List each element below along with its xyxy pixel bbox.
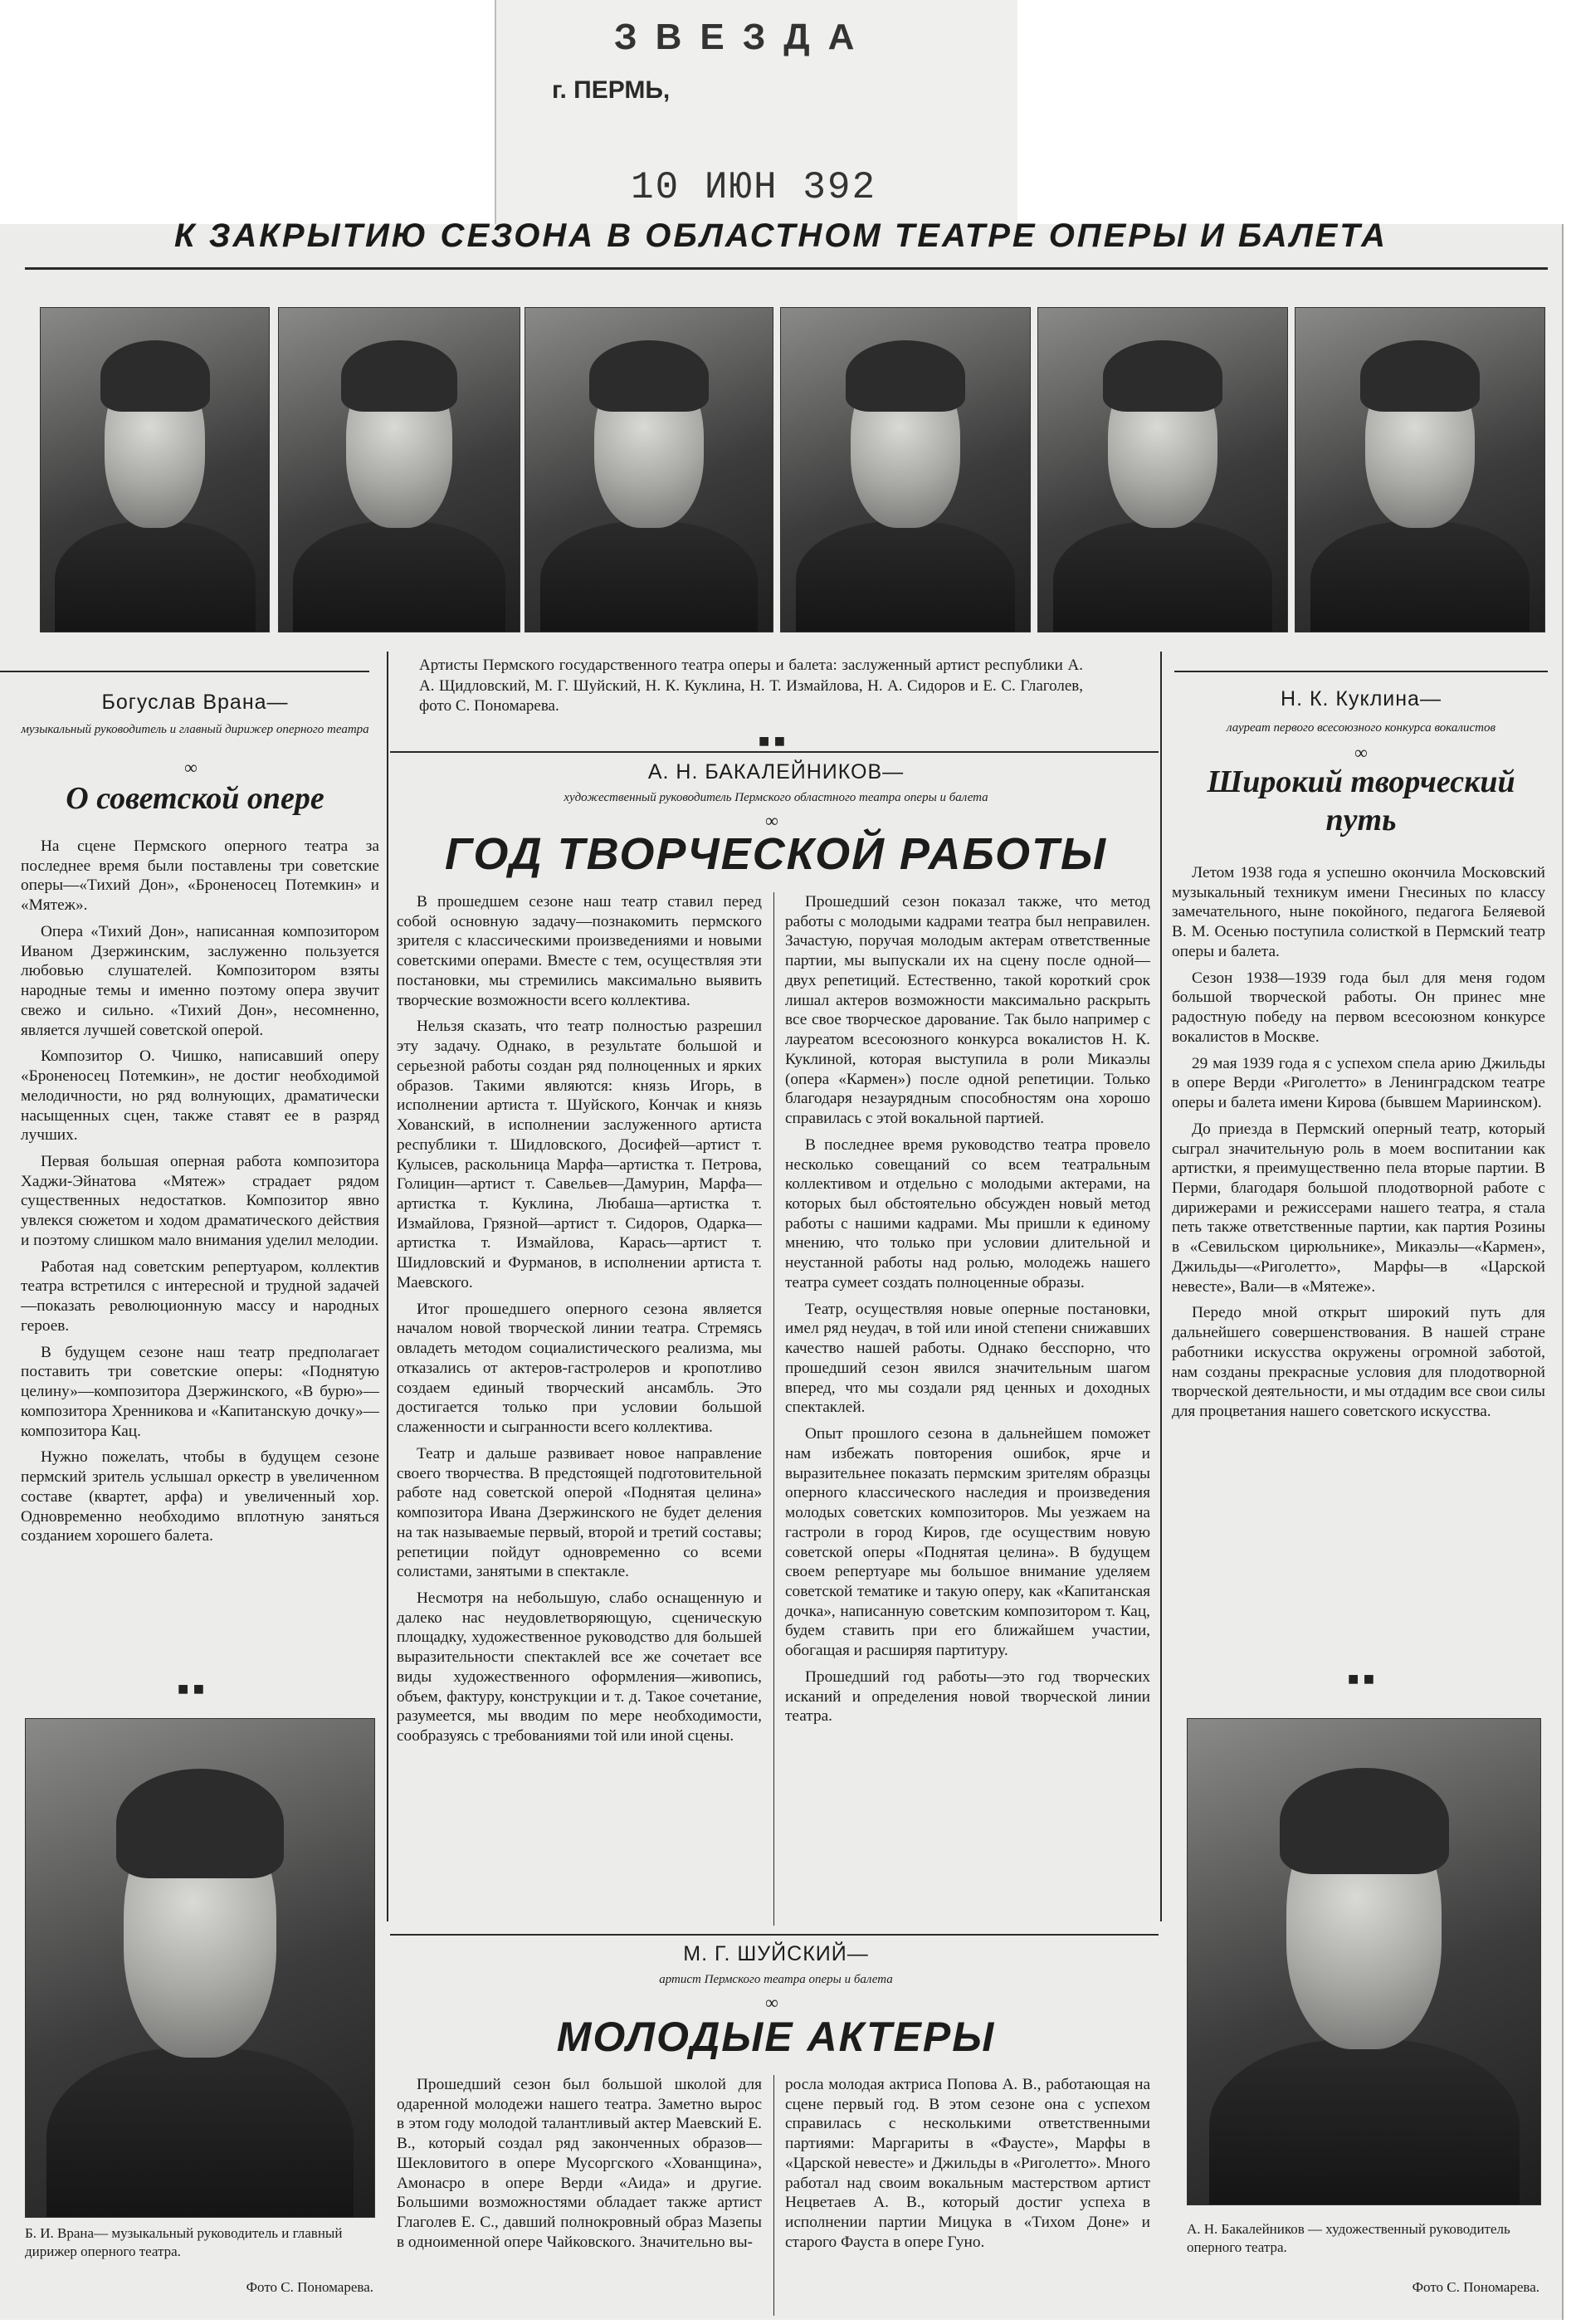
paragraph: В будущем сезоне наш театр предполагает поставить три советские оперы: «Поднятую целину»—композитора Дзержинского, «В бурю»—композитора Хренникова и «Капитанскую дочку»—композитора Кац.	[21, 1343, 379, 1440]
left-article-author: Богуслав Врана—	[101, 691, 289, 714]
divider-ornament: ■ ■	[758, 730, 786, 751]
paragraph: В последнее время руководство театра провело несколько совещаний со всем театральным коллективом и отдельно с молодыми актерами, на которых был обстоятельно обсужден новый метод работы с нашими кадрами. Мы пришли к единому мнению, что только при условии длительной и неустанной работы над ролью, молодежь нашего театра сумеет создать полноценные образы.	[785, 1135, 1150, 1291]
paragraph: Прошедший сезон показал также, что метод работы с молодыми кадрами театра был неправилен. Зачастую, поручая молодым актерам ответственные партии, мы выпускали их на сцену после одной—двух репетиций. Естественно, такой короткий срок лишал актеров возможности максимально раскрыть все свое творческое дарование. Так было например с лауреатом всесоюзного конкурса вокалистов Н. К. Куклиной, которая выступила в роли Микаэлы (опера «Кармен») после одной репетиции. Только благодаря незаурядным способностям она хорошо справилась с этой вокальной партией.	[785, 893, 1150, 1128]
photo-vrana	[25, 1718, 375, 2218]
paragraph: Несмотря на небольшую, слабо оснащенную и далеко нас неудовлетворяющую, сценическую площадку, художественное руководство для большей выразительности спектаклей все же сочетает все виды художественного оформления—живопись, объем, фактуру, конструкции и т. д. Такое сочетание, разумеется, мы вводим по мере необходимости, сообразуясь с требованиями той или иной сцены.	[397, 1589, 762, 1745]
photo-bakaleinikov-caption: А. Н. Бакалейников — художественный руководитель оперного театра.	[1187, 2221, 1510, 2256]
portrait-6	[1295, 307, 1545, 632]
right-article-role: лауреат первого всесоюзного конкурса вокалистов	[1227, 721, 1495, 735]
ornament: ∞	[765, 1992, 778, 2013]
divider-ornament: ■ ■	[1347, 1668, 1375, 1689]
paragraph: Театр и дальше развивает новое направление своего творчества. В предстоящей подготовительной работе над советской оперой «Поднятая целина» композитора Ивана Дзержинского не будет деления на так называемые первый, второй и третий составы; репетиции пойдут одновременно со всеми солистами, занятыми в спектакле.	[397, 1444, 762, 1581]
paragraph: Итог прошедшего оперного сезона является началом новой творческой линии театра. Стремясь овладеть методом социалистического реализма, мы отказались от актеров-гастролеров и кропотливо создаем единый творческий ансамбль. Это достигается только при условии большой слаженности и сыгранности всего коллектива.	[397, 1300, 762, 1437]
bottom-article-column-2	[785, 2075, 1150, 2316]
center-article-column-1	[397, 892, 762, 1926]
photo-bakaleinikov-credit: Фото С. Пономарева.	[1412, 2279, 1539, 2295]
right-article-author: Н. К. Куклина—	[1281, 687, 1442, 710]
paragraph: Опыт прошлого сезона в дальнейшем поможет нам избежать повторения ошибок, ярче и выразительнее показать пермским зрителям образцы оперного классического наследия и произведения молодых советских композиторов. Мы уезжаем на гастроли в город Киров, где осуществим новую советской оперы «Поднятая целина». В будущем своем репертуаре мы большое внимание уделяем советской тематике и такую оперу, как «Капитанская дочка», написанную советским композитором т. Кац, будем ставить при его ближайшем участии, обогащая и расширяя партитуру.	[785, 1425, 1150, 1660]
bottom-column-rule	[773, 2075, 774, 2316]
right-column-top-rule	[1174, 671, 1548, 672]
portrait-3	[525, 307, 773, 632]
center-article-title: ГОД ТВОРЧЕСКОЙ РАБОТЫ	[444, 829, 1108, 879]
center-article-author: А. Н. БАКАЛЕЙНИКОВ—	[647, 760, 905, 784]
paragraph: Прошедший год работы—это год творческих исканий и определения новой творческой линии театра.	[785, 1667, 1150, 1726]
right-article-body	[1172, 863, 1545, 1660]
bottom-article-role: артист Пермского театра оперы и балета	[659, 1973, 893, 1986]
portrait-5	[1037, 307, 1288, 632]
newspaper-masthead: ЗВЕЗДА	[614, 17, 873, 57]
center-column-rule	[773, 892, 774, 1926]
bottom-article-author: М. Г. ШУЙСКИЙ—	[683, 1942, 869, 1965]
left-column-top-rule	[0, 671, 369, 672]
right-article-title: Широкий творческий путь	[1207, 764, 1515, 837]
photo-vrana-credit: Фото С. Пономарева.	[246, 2279, 373, 2295]
paragraph: Опера «Тихий Дон», написанная композитором Иваном Дзержинским, заслуженно пользуется любовью слушателей. Композитором взяты народные темы и именно поэтому опера звучит свежо и сильно. «Тихий Дон», несомненно, является лучшей советской оперой.	[21, 922, 379, 1039]
photo-vrana-caption: Б. И. Врана— музыкальный руководитель и главный дирижер оперного театра.	[25, 2225, 343, 2260]
city-line: г. ПЕРМЬ,	[552, 76, 671, 104]
ornament: ∞	[184, 757, 198, 778]
paragraph: Нельзя сказать, что театр полностью разрешил эту задачу. Однако, в результате большой и серьезной работы создан ряд полноценных и ярких образов. Такими являются: князь Игорь, в исполнении артиста т. Шуйского, Кончак и князь Хованский, в исполнении заслуженного артиста республики т. Шидловского, Досифей—артист т. Кулысев, раскольница Марфа—артистка т. Петрова, Голицин—артист т. Савельев—Дамурин, Марфа—артистка т. Куклина, Любаша—артистка т. Измайлова, Грязной—артист т. Сидоров, Одарка—артистка т. Измайлова, Карась—артист т. Шидловский и Фурманов, в исполнении артиста т. Маевского.	[397, 1018, 762, 1291]
paragraph: В прошедшем сезоне наш театр ставил перед собой основную задачу—познакомить пермского зрителя с классическими произведениями и новыми советскими операми. Вместе с тем, осуществляя эти постановки, мы стремились максимально выявить творческие возможности всего коллектива.	[397, 893, 762, 1009]
paragraph: Работая над советским репертуаром, коллектив театра встретился с интересной и трудной задачей—показать революционную массу и народных героев.	[21, 1257, 379, 1335]
date-stamp: 10 ИЮН 392	[631, 166, 877, 209]
paragraph: Первая большая оперная работа композитора Хаджи-Эйнатова «Мятеж» страдает рядом существенных недостатков. Композитор явно увлекся сюжетом и ходом драматического действия и поэтому слишком мало внимания уделил мелодии.	[21, 1153, 379, 1249]
paragraph: Летом 1938 года я успешно окончила Московский музыкальный техникум имени Гнесиных по классу замечательного, ныне покойного, педагога Беляевой В. М. Осенью поступила солисткой в Пермский театр оперы и балета.	[1172, 864, 1545, 960]
column-rule-right	[1160, 652, 1162, 1921]
bottom-article-title: МОЛОДЫЕ АКТЕРЫ	[556, 2014, 996, 2060]
paragraph: Театр, осуществляя новые оперные постановки, имел ряд неудач, в той или иной степени снижавших качество нашей работы. Однако бесспорно, что прошедший сезон явился значительным шагом вперед, что мы создали ряд ценных и доходных спектаклей.	[785, 1300, 1150, 1417]
paragraph: Прошедший сезон был большой школой для одаренной молодежи нашего театра. Заметно вырос в этом году молодой талантливый актер Маевский Е. В., который создал ряд законченных образов—Шекловитого в опере Мусоргского «Хованщина», Амонасро в опере Верди «Аида» и другие. Большими возможностями обладает также артист Глаголев Е. С., давший полнокровный образ Мазепы в одноименной опере Чайковского. Значительно вы-	[397, 2076, 762, 2251]
center-article-column-2	[785, 892, 1150, 1926]
portrait-1	[40, 307, 270, 632]
headline-rule	[25, 267, 1548, 270]
paragraph: На сцене Пермского оперного театра за последнее время были поставлены три советские оперы—«Тихий Дон», «Броненосец Потемкин» и «Мятеж».	[21, 837, 379, 915]
left-article-body	[21, 837, 379, 1675]
photo-bakaleinikov	[1187, 1718, 1541, 2205]
divider-ornament: ■ ■	[177, 1678, 205, 1699]
left-article-role: музыкальный руководитель и главный дирижер оперного театра	[21, 723, 369, 736]
paragraph: Сезон 1938—1939 года был для меня годом большой творческой работы. Он принес мне радостную победу на первом всесоюзном конкурсе вокалистов в Москве.	[1172, 969, 1545, 1046]
ornament: ∞	[765, 810, 778, 831]
paragraph: Передо мной открыт широкий путь для дальнейшего совершенствования. В нашей стране работники искусства окружены огромной заботой, нам созданы прекрасные условия для плодотворной творческой деятельности, и мы отдадим все свои силы для процветания нашего советского искусства.	[1172, 1304, 1545, 1421]
column-rule-left	[387, 652, 388, 1921]
ornament: ∞	[1354, 742, 1368, 763]
left-article-title: О советской опере	[66, 781, 324, 816]
portrait-4	[780, 307, 1031, 632]
bottom-article-top-rule	[390, 1934, 1159, 1936]
center-article-role: художественный руководитель Пермского областного театра оперы и балета	[564, 791, 988, 804]
paragraph: росла молодая актриса Попова А. В., работающая на сцене первый год. В этом сезоне она с успехом справилась с несколькими ответственными партиями: Маргариты в «Фаусте», Марфы в «Царской невесте» и Джильды в «Риголетто». Много работал над своим вокальным мастерством артист Нецветаев А. В., который достиг успеха в исполнении партии Мицука в «Тихом Доне» и старого Фауста в опере Гуно.	[785, 2076, 1150, 2251]
portrait-2	[278, 307, 520, 632]
paragraph: 29 мая 1939 года я с успехом спела арию Джильды в опере Верди «Риголетто» в Ленинградском театре оперы и балета имени Кирова (бывшем Мариинском).	[1172, 1054, 1545, 1112]
paragraph: Композитор О. Чишко, написавший оперу «Броненосец Потемкин», не достиг необходимой мелодичности, но ряд волнующих, драматически насыщенных сцен, также ставят ее в разряд лучших.	[21, 1047, 379, 1145]
bottom-article-column-1	[397, 2075, 762, 2316]
group-photo-caption: Артисты Пермского государственного театра оперы и балета: заслуженный артист республики А. А. Щидловский, М. Г. Шуйский, Н. К. Куклина, Н. Т. Измайлова, Н. А. Сидоров и Е. С. Глаголев, фото С. Пономарева.	[419, 657, 1083, 715]
paragraph: До приезда в Пермский оперный театр, который сыграл значительную роль в моем воспитании как артистки, я преимущественно пела вторые партии. В Перми, благодаря большой плодотворной работе с дирижерами и режиссерами нашего театра, я стала петь также ответственные партии, как партия Розины в «Севильском цирюльнике», Микаэлы—«Кармен», Джильды—«Риголетто», Марфы—в «Царской невесте», Вали—в «Мятеже».	[1172, 1120, 1545, 1296]
main-headline: К ЗАКРЫТИЮ СЕЗОНА В ОБЛАСТНОМ ТЕАТРЕ ОПЕРЫ И БАЛЕТА	[174, 217, 1388, 254]
center-article-top-rule	[390, 751, 1159, 753]
paragraph: Нужно пожелать, чтобы в будущем сезоне пермский зритель услышал оркестр в увеличенном составе (квартет, арфа) и увеличенный хор. Одновременно необходимо вплотную заняться созданием хорошего балета.	[21, 1448, 379, 1545]
